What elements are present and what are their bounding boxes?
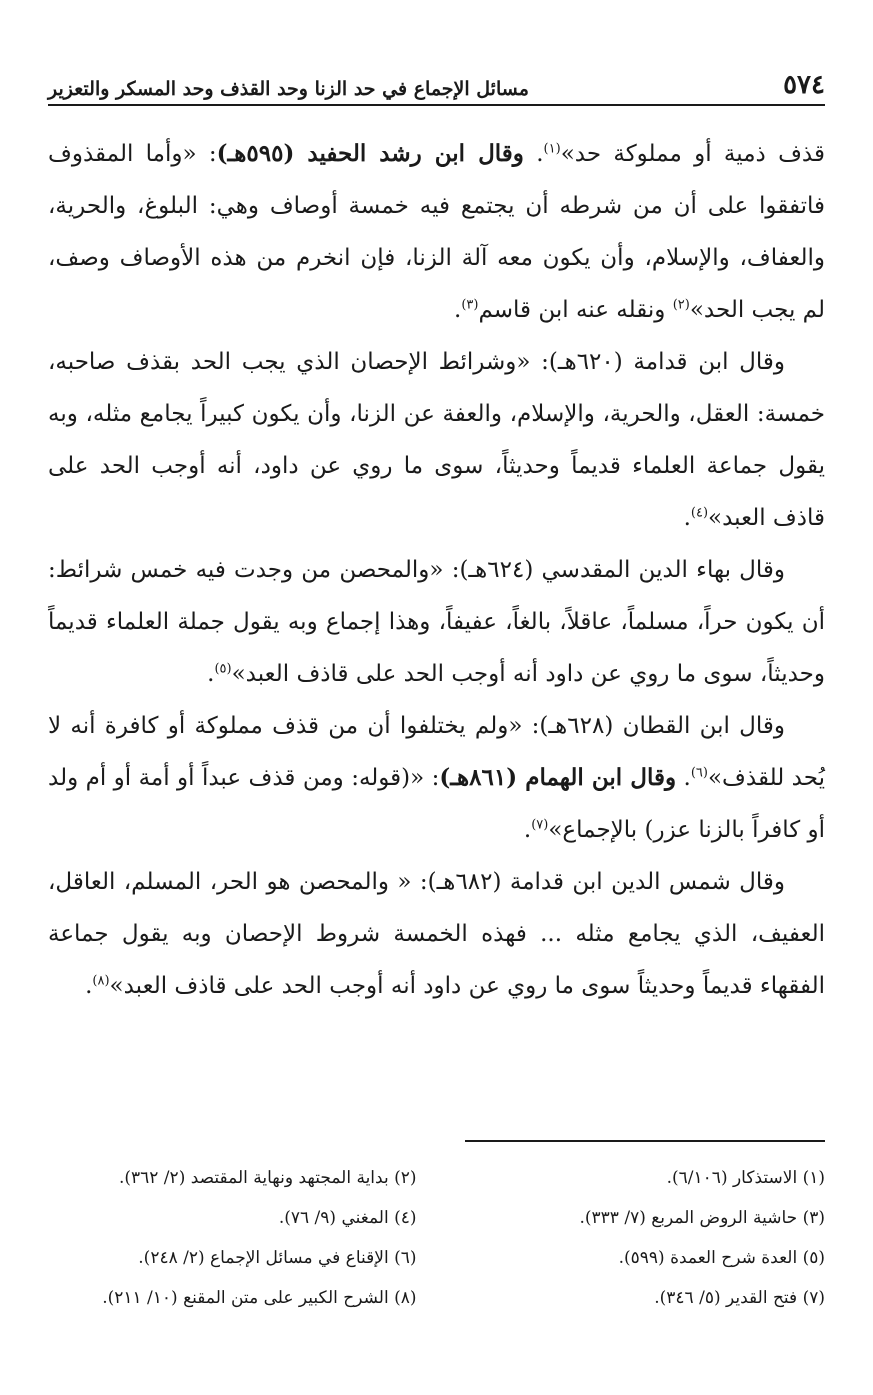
footnote-marker: (٧) [531, 817, 549, 833]
footnote-separator [465, 1140, 825, 1142]
footnote-1: (١) الاستذكار (٦/١٠٦). [666, 1168, 825, 1188]
footnote-marker: (٨) [92, 973, 110, 989]
text-run: . [454, 297, 462, 323]
footnote-4: (٤) المغني (٩/ ٧٦). [278, 1208, 417, 1228]
text-run: . [85, 973, 93, 999]
text-run: . [523, 141, 544, 167]
footnote-marker: (٥) [214, 661, 232, 677]
paragraph-1 [48, 128, 825, 336]
text-run: وقال شمس الدين ابن قدامة (٦٨٢هـ): « والمحصن هو الحر، المسلم، العاقل، العفيف، الذي يجامع مثله ... فهذه الخمسة شروط الإحصان وبه يقول جماعة الفقهاء قديماً وحديثاً سوى ما روي عن داود أنه أوجب الحد على قاذف العبد» [48, 869, 825, 999]
bold-citation: وقال ابن الهمام (٨٦١هـ) [439, 764, 677, 791]
footnote-2: (٢) بداية المجتهد ونهاية المقتصد (٢/ ٣٦٢). [118, 1168, 417, 1188]
text-run: . [676, 765, 691, 791]
footnote-marker: (١) [543, 141, 561, 157]
footnote-marker: (٣) [461, 297, 479, 313]
footnote-marker: (٦) [690, 765, 708, 781]
text-run: قذف ذمية أو مملوكة حد» [560, 141, 825, 167]
text-run: . [207, 661, 215, 687]
paragraph-2 [48, 336, 825, 544]
footnote-5: (٥) العدة شرح العمدة (٥٩٩). [618, 1248, 825, 1268]
paragraph-3 [48, 544, 825, 700]
text-run: وقال بهاء الدين المقدسي (٦٢٤هـ): «والمحصن من وجدت فيه خمس شرائط: أن يكون حراً، مسلماً، عاقلاً، بالغاً، عفيفاً، وهذا إجماع وبه يقول جملة العلماء قديماً وحديثاً، سوى ما روي عن داود أنه أوجب الحد على قاذف العبد» [48, 557, 825, 687]
text-run: وقال ابن قدامة (٦٢٠هـ): «وشرائط الإحصان الذي يجب الحد بقذف صاحبه، خمسة: العقل، والحرية، والإسلام، والعفة عن الزنا، وأن يكون كبيراً يجامع مثله، وبه يقول جماعة العلماء قديماً وحديثاً، سوى ما روي عن داود، أنه أوجب الحد على قاذف العبد» [48, 349, 825, 531]
text-run: . [683, 505, 691, 531]
text-run: . [523, 817, 532, 843]
text-run: وقال ابن القطان (٦٢٨هـ): «ولم يختلفوا أن من قذف مملوكة أو كافرة أنه لا يُحد للقذف» [48, 713, 825, 791]
text-run: : «وأما المقذوف فاتفقوا على أن من شرطه أن يجتمع فيه خمسة أوصاف وهي: البلوغ، والحرية، والعفاف، والإسلام، وأن يكون معه آلة الزنا، فإن انخرم من هذه الأوصاف وصف، لم يجب الحد» [48, 141, 825, 323]
paragraph-4 [48, 700, 825, 856]
book-page [48, 60, 825, 1355]
main-text [48, 128, 825, 1012]
bold-citation: وقال ابن رشد الحفيد (٥٩٥هـ) [216, 140, 524, 167]
page-number: ٥٧٤ [783, 70, 825, 100]
text-run: ونقله عنه ابن قاسم [478, 297, 673, 323]
paragraph-5 [48, 856, 825, 1012]
footnote-3: (٣) حاشية الروض المربع (٧/ ٣٣٣). [579, 1208, 825, 1228]
chapter-title: مسائل الإجماع في حد الزنا وحد القذف وحد المسكر والتعزير [48, 78, 529, 100]
footnote-8: (٨) الشرح الكبير على متن المقنع (١٠/ ٢١١). [102, 1288, 417, 1308]
footnote-7: (٧) فتح القدير (٥/ ٣٤٦). [654, 1288, 825, 1308]
footnote-6: (٦) الإقناع في مسائل الإجماع (٢/ ٢٤٨). [138, 1248, 417, 1268]
running-header [48, 60, 825, 106]
footnote-marker: (٢) [672, 297, 690, 313]
text-run: : «(قوله: ومن قذف عبداً أو أمة أو أم ولد أو كافراً بالزنا عزر) بالإجماع» [48, 765, 825, 843]
footnote-marker: (٤) [690, 505, 709, 521]
footnotes [48, 1160, 825, 1316]
